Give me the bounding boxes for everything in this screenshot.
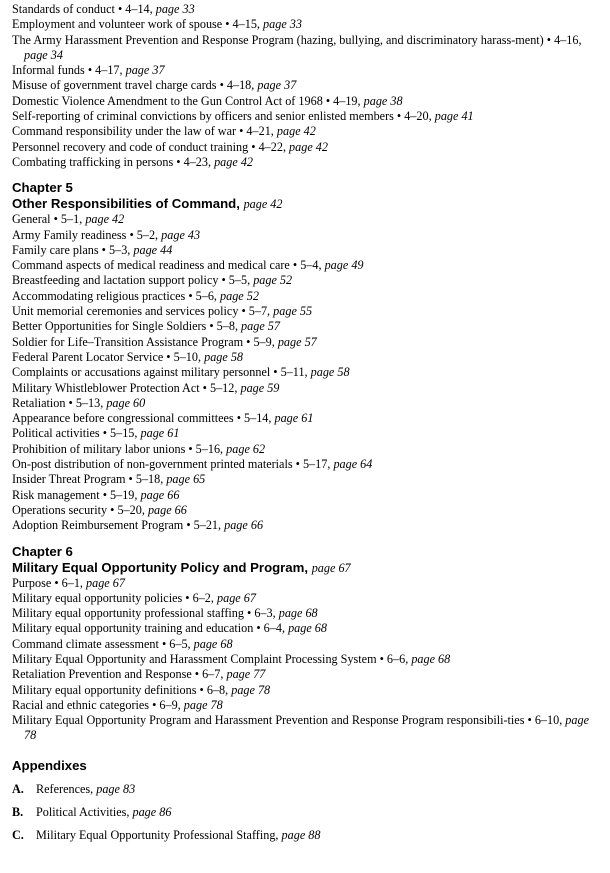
toc-entry-text: Prohibition of military labor unions • 5–16,: [12, 441, 227, 456]
toc-entry-text: Command responsibility under the law of war • 4–21,: [12, 124, 277, 139]
toc-entry-text: Political activities • 5–15,: [12, 426, 141, 441]
toc-entry[interactable]: [12, 33, 602, 64]
toc-entry-text: Misuse of government travel charge cards • 4–18,: [12, 78, 258, 93]
toc-entry-page: page 42: [276, 124, 316, 139]
toc-entry[interactable]: [12, 621, 602, 636]
toc-entry-page: page 62: [226, 441, 266, 456]
toc-entry[interactable]: [12, 319, 602, 334]
toc-entry-page: page 57: [277, 334, 317, 349]
toc-entry[interactable]: [12, 212, 602, 227]
appendix-page: page 83: [96, 781, 136, 796]
toc-entry-text: Family care plans • 5–3,: [12, 242, 134, 257]
toc-entry-page: page 55: [273, 304, 313, 319]
toc-entry[interactable]: [12, 365, 602, 380]
chapter-title-text: Other Responsibilities of Command,: [12, 196, 240, 212]
toc-entry-page: page 67: [217, 590, 256, 605]
toc-entry-page: page 68: [193, 636, 233, 651]
toc-entry[interactable]: [12, 503, 602, 518]
toc-entry-page: page 60: [106, 395, 146, 410]
toc-entry-text: Appearance before congressional committees • 5–14,: [12, 411, 275, 426]
appendixes-section: [12, 758, 602, 843]
toc-entry-page: page 52: [220, 288, 259, 303]
toc-entry-text: Racial and ethnic categories • 6–9,: [12, 697, 184, 712]
toc-entry-text: Purpose • 6–1,: [12, 575, 87, 590]
toc-entry-page: page 78: [183, 697, 223, 712]
toc-section: [12, 544, 602, 744]
chapter-label: Chapter 5: [12, 180, 73, 196]
toc-entry[interactable]: [12, 381, 602, 396]
toc-entry-page: page 66: [224, 518, 264, 533]
toc-entry-text: Retaliation • 5–13,: [12, 395, 107, 410]
toc-entry-page: page 41: [434, 109, 474, 124]
toc-entry-text: Domestic Violence Amendment to the Gun Control Act of 1968 • 4–19,: [12, 93, 364, 108]
appendix-page: page 88: [281, 827, 321, 842]
toc-entry-text: Military Whistleblower Protection Act • 5–12,: [12, 380, 241, 395]
toc-entry[interactable]: [12, 258, 602, 273]
toc-section: [12, 2, 602, 170]
chapter-title[interactable]: [12, 560, 602, 576]
toc-entry-page: page 66: [147, 502, 187, 517]
toc-entry[interactable]: [12, 442, 602, 457]
toc-entry-page: page 65: [166, 472, 206, 487]
chapter-page-ref: page 67: [311, 560, 351, 575]
toc-entry-text: On-post distribution of non-government printed materials • 5–17,: [12, 457, 334, 472]
toc-entry-text: Accommodating religious practices • 5–6,: [12, 288, 221, 303]
toc-entry-page: page 37: [125, 63, 165, 78]
appendixes-heading: Appendixes: [12, 757, 87, 773]
toc-entry[interactable]: [12, 576, 602, 591]
toc-entry-text: Operations security • 5–20,: [12, 502, 148, 517]
toc-entry[interactable]: [12, 713, 602, 744]
toc-entry[interactable]: [12, 273, 602, 288]
toc-entry[interactable]: [12, 426, 602, 441]
toc-entry-page: page 42: [214, 154, 254, 169]
toc-entry-text: Command climate assessment • 6–5,: [12, 636, 194, 651]
toc-entry[interactable]: [12, 94, 602, 109]
toc-entry-page: page 33: [263, 17, 302, 32]
toc-entry[interactable]: [12, 350, 602, 365]
toc-entry-text: Personnel recovery and code of conduct training • 4–22,: [12, 139, 290, 154]
toc-entry-text: Risk management • 5–19,: [12, 487, 141, 502]
table-of-contents: [12, 2, 602, 843]
toc-entry-page: page 44: [133, 242, 173, 257]
toc-entry-text: Breastfeeding and lactation support policy • 5–5,: [12, 273, 254, 288]
toc-entry-page: page 49: [324, 258, 364, 273]
toc-entry-text: Military equal opportunity training and education • 6–4,: [12, 621, 289, 636]
toc-entry-text: Complaints or accusations against military personnel • 5–11,: [12, 365, 311, 380]
toc-entry-text: Unit memorial ceremonies and services policy • 5–7,: [12, 304, 274, 319]
toc-entry[interactable]: [12, 243, 602, 258]
appendix-letter: A.: [12, 781, 24, 796]
toc-entry[interactable]: [12, 155, 602, 170]
toc-entry-text: Adoption Reimbursement Program • 5–21,: [12, 518, 225, 533]
toc-entry-page: page 37: [257, 78, 297, 93]
toc-entry[interactable]: [12, 667, 602, 682]
toc-entry[interactable]: [12, 411, 602, 426]
appendix-letter: B.: [12, 804, 24, 819]
toc-entry[interactable]: [12, 488, 602, 503]
toc-entry-page: page 78: [24, 713, 589, 743]
toc-entry-text: Military equal opportunity professional staffing • 6–3,: [12, 606, 279, 621]
toc-entry-text: Standards of conduct • 4–14,: [12, 2, 156, 16]
toc-entry[interactable]: [12, 606, 602, 621]
toc-entry-text: The Army Harassment Prevention and Response Program (hazing, bullying, and discriminatory harass-ment) • 4–16,: [12, 32, 582, 47]
toc-entry[interactable]: [12, 457, 602, 472]
toc-entry-page: page 61: [274, 411, 314, 426]
toc-entry[interactable]: [12, 698, 602, 713]
toc-entry-text: Retaliation Prevention and Response • 6–7,: [12, 667, 227, 682]
toc-entry-text: Military Equal Opportunity and Harassment Complaint Processing System • 6–6,: [12, 651, 412, 666]
toc-entry[interactable]: [12, 78, 602, 93]
toc-entry[interactable]: [12, 109, 602, 124]
toc-entry-text: Federal Parent Locator Service • 5–10,: [12, 349, 205, 364]
toc-entry[interactable]: [12, 17, 602, 32]
chapter-title[interactable]: [12, 196, 602, 212]
toc-entry[interactable]: [12, 652, 602, 667]
toc-entry-page: page 52: [253, 273, 293, 288]
toc-entry-page: page 42: [85, 212, 125, 227]
toc-entry[interactable]: [12, 683, 602, 698]
toc-entry-text: Combating trafficking in persons • 4–23,: [12, 154, 215, 169]
toc-entry[interactable]: [12, 472, 602, 487]
toc-entry-page: page 57: [241, 319, 280, 334]
toc-entry[interactable]: [12, 2, 602, 17]
toc-entry[interactable]: [12, 637, 602, 652]
appendix-title: Military Equal Opportunity Professional Staffing,: [36, 827, 282, 842]
toc-entry[interactable]: [12, 140, 602, 155]
toc-entry[interactable]: [12, 335, 602, 350]
toc-entry-page: page 68: [278, 606, 318, 621]
toc-entry[interactable]: [12, 124, 602, 139]
toc-entry-text: Self-reporting of criminal convictions by officers and senior enlisted members • 4–20,: [12, 109, 435, 124]
toc-entry[interactable]: [12, 228, 602, 243]
toc-entry-page: page 43: [161, 227, 201, 242]
toc-entry[interactable]: [12, 289, 602, 304]
toc-entry[interactable]: [12, 304, 602, 319]
appendix-title: Political Activities,: [36, 804, 133, 819]
toc-entry-page: page 61: [140, 426, 180, 441]
toc-entry-text: Command aspects of medical readiness and medical care • 5–4,: [12, 258, 325, 273]
toc-entry-page: page 67: [86, 575, 125, 590]
appendix-entry[interactable]: [12, 782, 602, 797]
toc-entry-page: page 58: [310, 365, 350, 380]
chapter-label: Chapter 6: [12, 543, 73, 559]
appendix-entry[interactable]: [12, 805, 602, 820]
toc-entry-page: page 58: [204, 349, 244, 364]
toc-entry-page: page 38: [363, 93, 403, 108]
toc-entry-page: page 66: [140, 487, 180, 502]
toc-entry[interactable]: [12, 518, 602, 533]
toc-sections: [12, 2, 602, 744]
toc-entry-page: page 64: [333, 457, 373, 472]
chapter-title-text: Military Equal Opportunity Policy and Program,: [12, 559, 309, 575]
toc-entry-page: page 68: [411, 651, 451, 666]
toc-entry-page: page 78: [231, 682, 271, 697]
toc-entry[interactable]: [12, 396, 602, 411]
toc-entry-text: Informal funds • 4–17,: [12, 63, 126, 78]
appendix-title: References,: [36, 781, 97, 796]
toc-entry-page: page 77: [226, 667, 266, 682]
toc-entry-text: Insider Threat Program • 5–18,: [12, 472, 167, 487]
toc-entry-text: Military equal opportunity definitions • 6–8,: [12, 682, 232, 697]
toc-entry-page: page 34: [24, 47, 63, 62]
toc-entry-text: Army Family readiness • 5–2,: [12, 227, 162, 242]
toc-entry-page: page 59: [240, 380, 280, 395]
appendix-entry[interactable]: [12, 828, 602, 843]
toc-entry[interactable]: [12, 63, 602, 78]
appendix-letter: C.: [12, 827, 24, 842]
toc-entry-text: General • 5–1,: [12, 212, 86, 227]
toc-entry[interactable]: [12, 591, 602, 606]
appendixes-list: [12, 782, 602, 843]
toc-entry-text: Military Equal Opportunity Program and Harassment Prevention and Response Program responsibili-ties • 6–10,: [12, 713, 566, 728]
appendix-page: page 86: [132, 804, 172, 819]
toc-entry-text: Soldier for Life–Transition Assistance Program • 5–9,: [12, 334, 278, 349]
toc-entry-page: page 42: [289, 139, 328, 154]
toc-entry-page: page 33: [155, 2, 195, 16]
toc-entry-text: Employment and volunteer work of spouse • 4–15,: [12, 17, 264, 32]
toc-entry-text: Better Opportunities for Single Soldiers • 5–8,: [12, 319, 242, 334]
chapter-page-ref: page 42: [243, 197, 283, 212]
toc-section: [12, 180, 602, 533]
toc-entry-page: page 68: [288, 621, 327, 636]
toc-entry-text: Military equal opportunity policies • 6–2,: [12, 590, 217, 605]
